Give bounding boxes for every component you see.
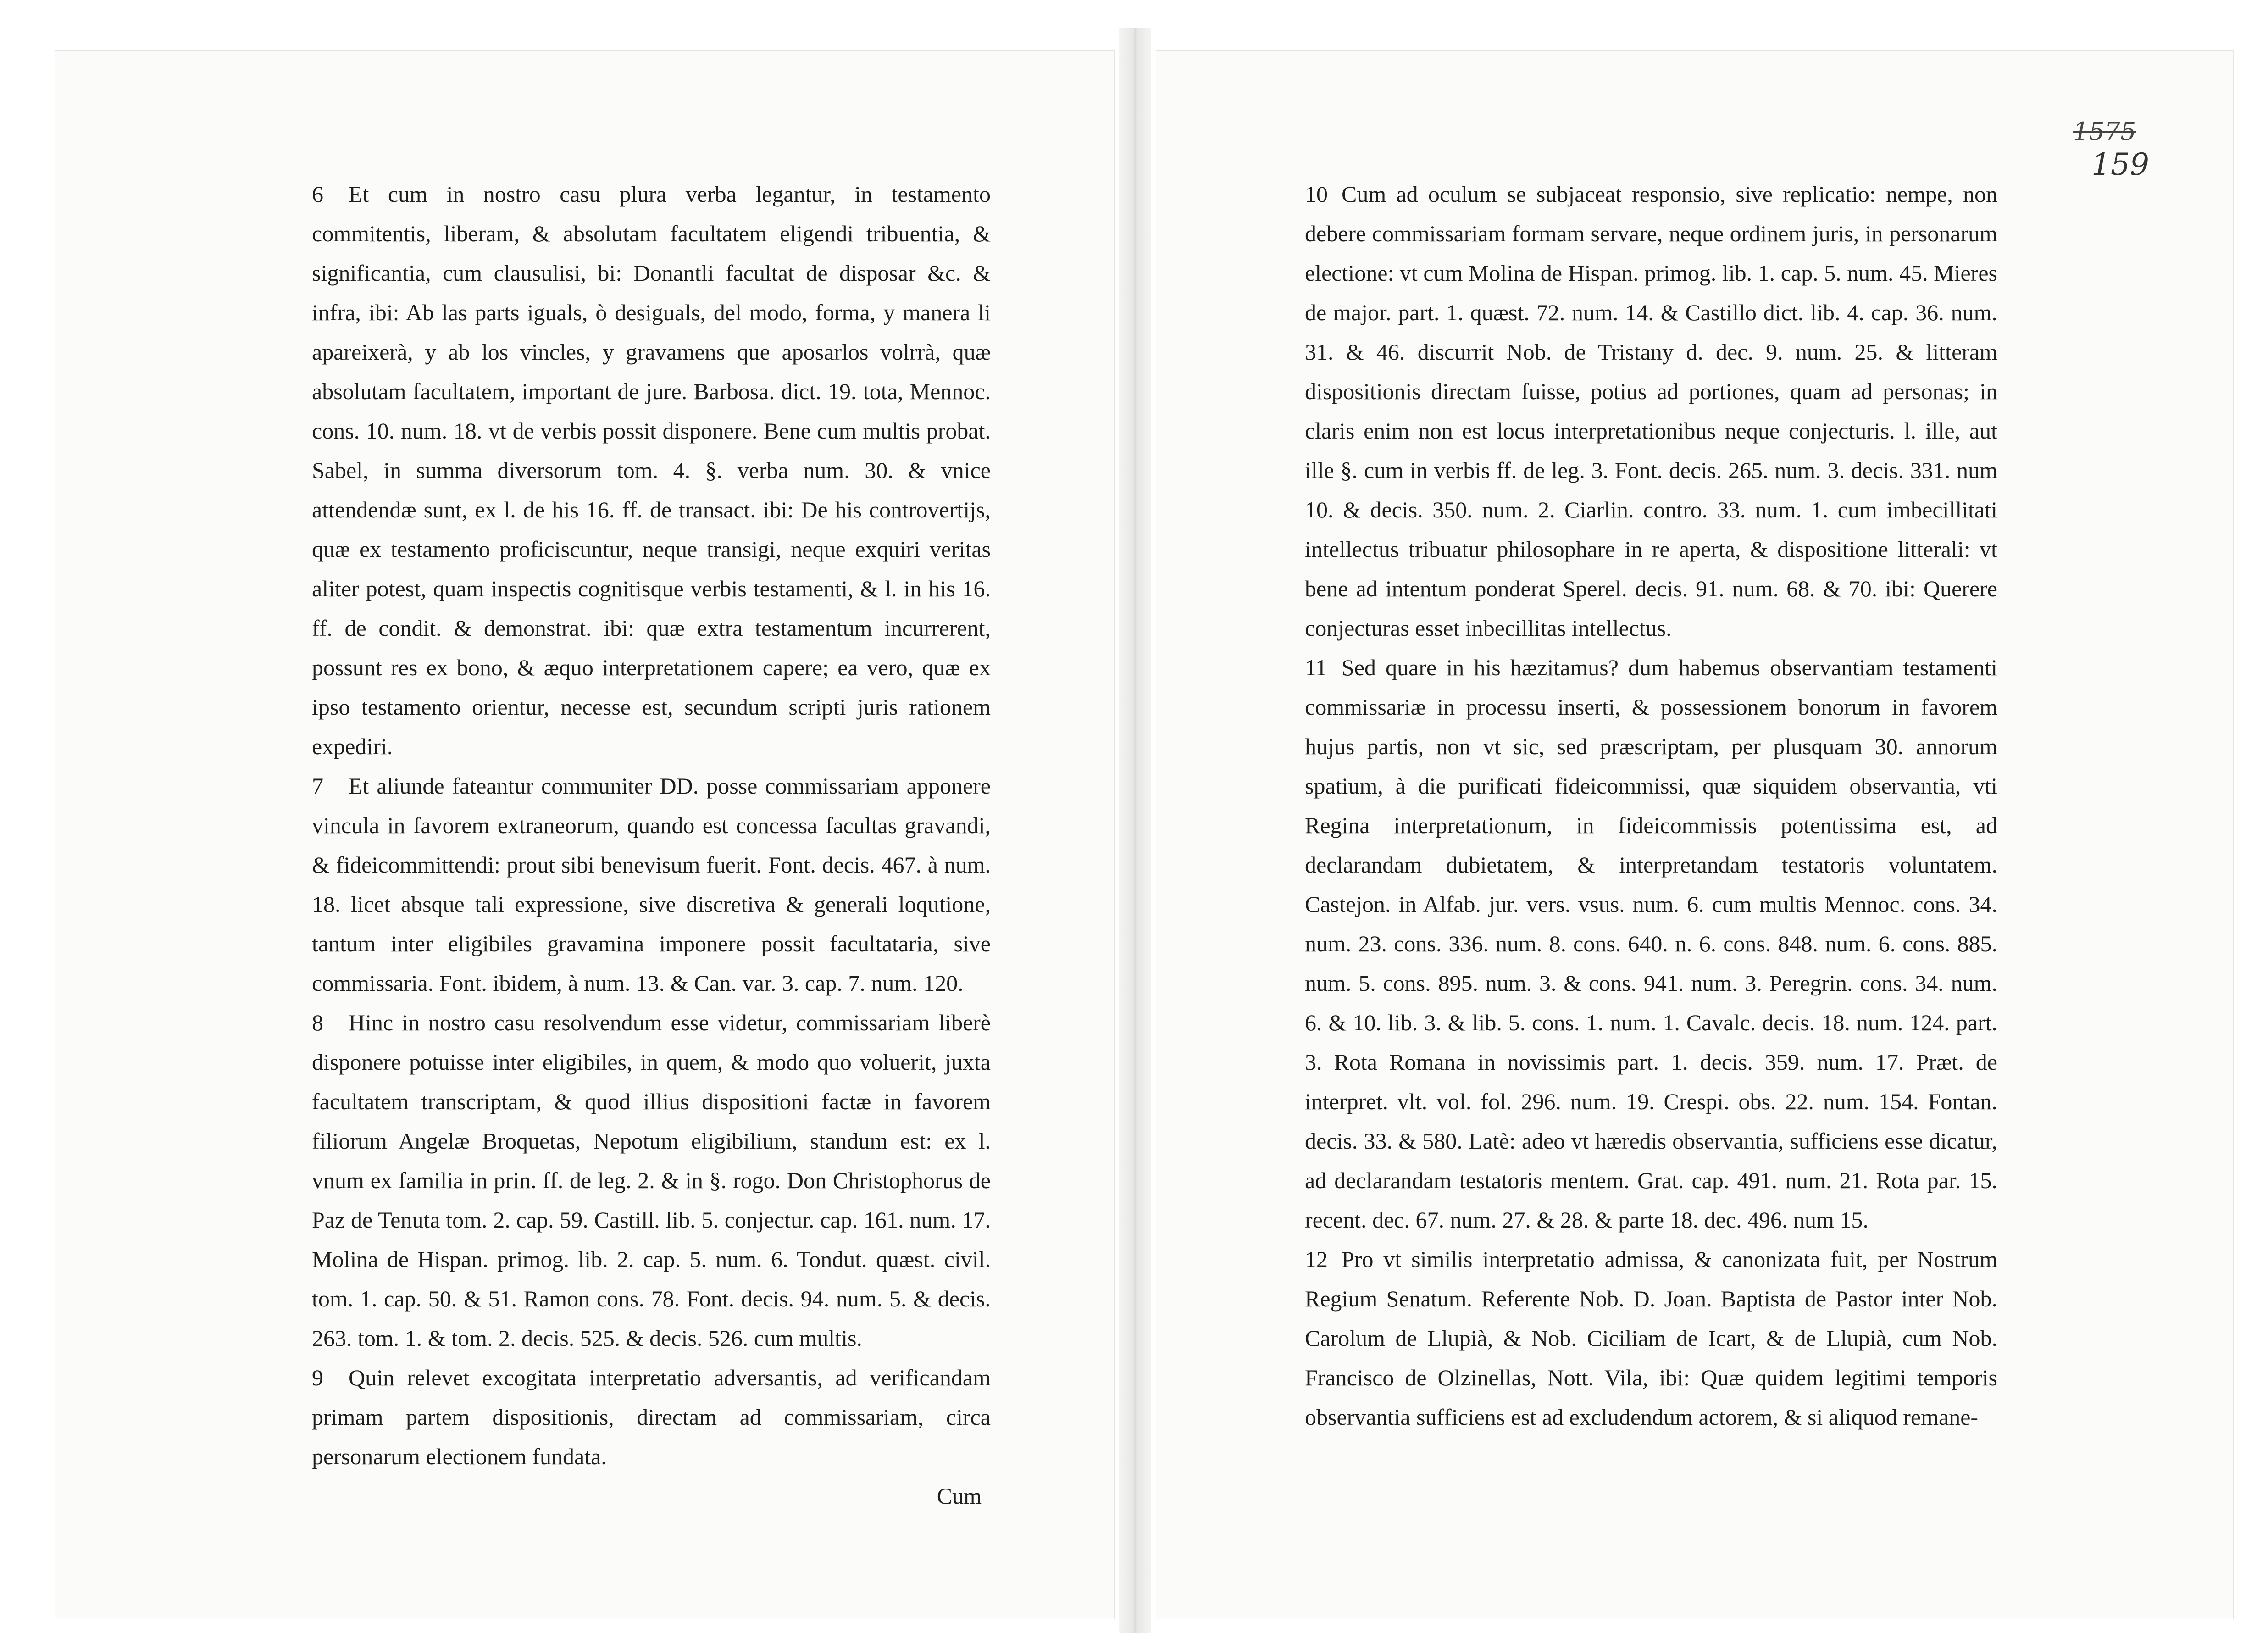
paragraph-number: 12 bbox=[1305, 1246, 1328, 1272]
paragraph-text: Et cum in nostro casu plura verba legantur, in testamento commitentis, liberam, & absolutam facultatem eligendi tribuentia, & significantia, cum clausulisi, bi: Donantli facultat de disposar &c. & infra, ibi: Ab las parts iguals, ò desiguals, del modo, forma, y manera li apareixerà, y ab los vincles, y gravamens que aposarlos volrrà, quæ absolutam facultatem, important de jure. Barbosa. dict. 19. tota, Mennoc. cons. 10. num. 18. vt de verbis possit disponere. Bene cum multis probat. Sabel, in summa diversorum tom. 4. §. verba num. 30. & vnice attendendæ sunt, ex l. de his 16. ff. de transact. ibi: De his controvertijs, quæ ex testamento proficiscuntur, neque transigi, neque exquiri veritas aliter potest, quam inspectis cognitisque verbis testamenti, & l. in his 16. ff. de condit. & demonstrat. ibi: quæ extra testamentum incurrerent, possunt res ex bono, & æquo interpretationem capere; ea vero, quæ ex ipso testamento orientur, necesse est, secundum scripti juris rationem expediri. bbox=[312, 181, 991, 759]
catchword: Cum bbox=[937, 1483, 982, 1509]
book-gutter bbox=[1119, 28, 1151, 1633]
paragraph-12 bbox=[1305, 1239, 1997, 1437]
paragraph-text: Cum ad oculum se subjaceat responsio, sive replicatio: nempe, non debere commissariam formam servare, neque ordinem juris, in personarum electione: vt cum Molina de Hispan. primog. lib. 1. cap. 5. num. 45. Mieres de major. part. 1. quæst. 72. num. 14. & Castillo dict. lib. 4. cap. 36. num. 31. & 46. discurrit Nob. de Tristany d. dec. 9. num. 25. & litteram dispositionis directam fuisse, potius ad portiones, quam ad personas; in claris enim non est locus interpretationibus neque conjecturis. l. ille, aut ille §. cum in verbis ff. de leg. 3. Font. decis. 265. num. 3. decis. 331. num 10. & decis. 350. num. 2. Ciarlin. contro. 33. num. 1. cum imbecillitati intellectus tribuatur philosophare in re aperta, & dispositione litterali: vt bene ad intentum ponderat Sperel. decis. 91. num. 68. & 70. ibi: Querere conjecturas esset inbecillitas intellectus. bbox=[1305, 181, 1997, 641]
paragraph-11 bbox=[1305, 648, 1997, 1239]
paragraph-6 bbox=[312, 174, 991, 766]
left-text-column bbox=[312, 174, 991, 1516]
paragraph-number: 8 bbox=[312, 1010, 323, 1035]
paragraph-number: 10 bbox=[1305, 181, 1328, 207]
paragraph-number: 6 bbox=[312, 181, 323, 207]
paragraph-8 bbox=[312, 1003, 991, 1358]
paragraph-number: 11 bbox=[1305, 655, 1327, 680]
paragraph-text: Sed quare in his hæzitamus? dum habemus observantiam testamenti commissariæ in processu inserti, & possessionem bonorum in favorem hujus partis, non vt sic, sed præscriptam, per plusquam 30. annorum spatium, à die purificati fideicommissi, quæ siquidem observantia, vti Regina interpretationum, in fideicommissis potentissima est, ad declarandam dubietatem, & interpretandam testatoris voluntatem. Castejon. in Alfab. jur. vers. vsus. num. 6. cum multis Mennoc. cons. 34. num. 23. cons. 336. num. 8. cons. 640. n. 6. cons. 848. num. 6. cons. 885. num. 5. cons. 895. num. 3. & cons. 941. num. 3. Peregrin. cons. 34. num. 6. & 10. lib. 3. & lib. 5. cons. 1. num. 1. Cavalc. decis. 18. num. 124. part. 3. Rota Romana in novissimis part. 1. decis. 359. num. 17. Præt. de interpret. vlt. vol. fol. 296. num. 19. Crespi. obs. 22. num. 154. Fontan. decis. 33. & 580. Latè: adeo vt hæredis observantia, sufficiens esse dicatur, ad declarandam testatoris mentem. Grat. cap. 491. num. 21. Rota par. 15. recent. dec. 67. num. 27. & 28. & parte 18. dec. 496. num 15. bbox=[1305, 655, 1997, 1233]
paragraph-text: Et aliunde fateantur communiter DD. posse commissariam apponere vincula in favorem extraneorum, quando est concessa facultas gravandi, & fideicommittendi: prout sibi benevisum fuerit. Font. decis. 467. à num. 18. licet absque tali expressione, sive discretiva & generali loqutione, tantum inter eligibiles gravamina imponere possit facultataria, sive commissaria. Font. ibidem, à num. 13. & Can. var. 3. cap. 7. num. 120. bbox=[312, 773, 991, 996]
paragraph-number: 9 bbox=[312, 1365, 323, 1390]
paragraph-10 bbox=[1305, 174, 1997, 648]
paragraph-number: 7 bbox=[312, 773, 323, 799]
paragraph-7 bbox=[312, 766, 991, 1003]
right-text-column bbox=[1305, 174, 1997, 1437]
folio-number: 159 bbox=[2091, 147, 2149, 182]
struck-folio-number: 1575 bbox=[2073, 117, 2136, 146]
paragraph-text: Quin relevet excogitata interpretatio adversantis, ad verificandam primam partem dispositionis, directam ad commissariam, circa personarum electionem fundata. bbox=[312, 1365, 991, 1469]
paragraph-text: Pro vt similis interpretatio admissa, & canonizata fuit, per Nostrum Regium Senatum. Referente Nob. D. Joan. Baptista de Pastor inter Nob. Carolum de Llupià, & Nob. Ciciliam de Icart, & de Llupià, cum Nob. Francisco de Olzinellas, Nott. Vila, ibi: Quæ quidem legitimi temporis observantia sufficiens est ad excludendum actorem, & si aliquod remane- bbox=[1305, 1246, 1997, 1430]
paragraph-9 bbox=[312, 1358, 991, 1476]
paragraph-text: Hinc in nostro casu resolvendum esse videtur, commissariam liberè disponere potuisse inter eligibiles, in quem, & modo quo voluerit, juxta facultatem transcriptam, & quod illius dispositioni factæ in favorem filiorum Angelæ Broquetas, Nepotum eligibilium, standum est: ex l. vnum ex familia in prin. ff. de leg. 2. & in §. rogo. Don Christophorus de Paz de Tenuta tom. 2. cap. 59. Castill. lib. 5. conjectur. cap. 161. num. 17. Molina de Hispan. primog. lib. 2. cap. 5. num. 6. Tondut. quæst. civil. tom. 1. cap. 50. & 51. Ramon cons. 78. Font. decis. 94. num. 5. & decis. 263. tom. 1. & tom. 2. decis. 525. & decis. 526. cum multis. bbox=[312, 1010, 991, 1351]
